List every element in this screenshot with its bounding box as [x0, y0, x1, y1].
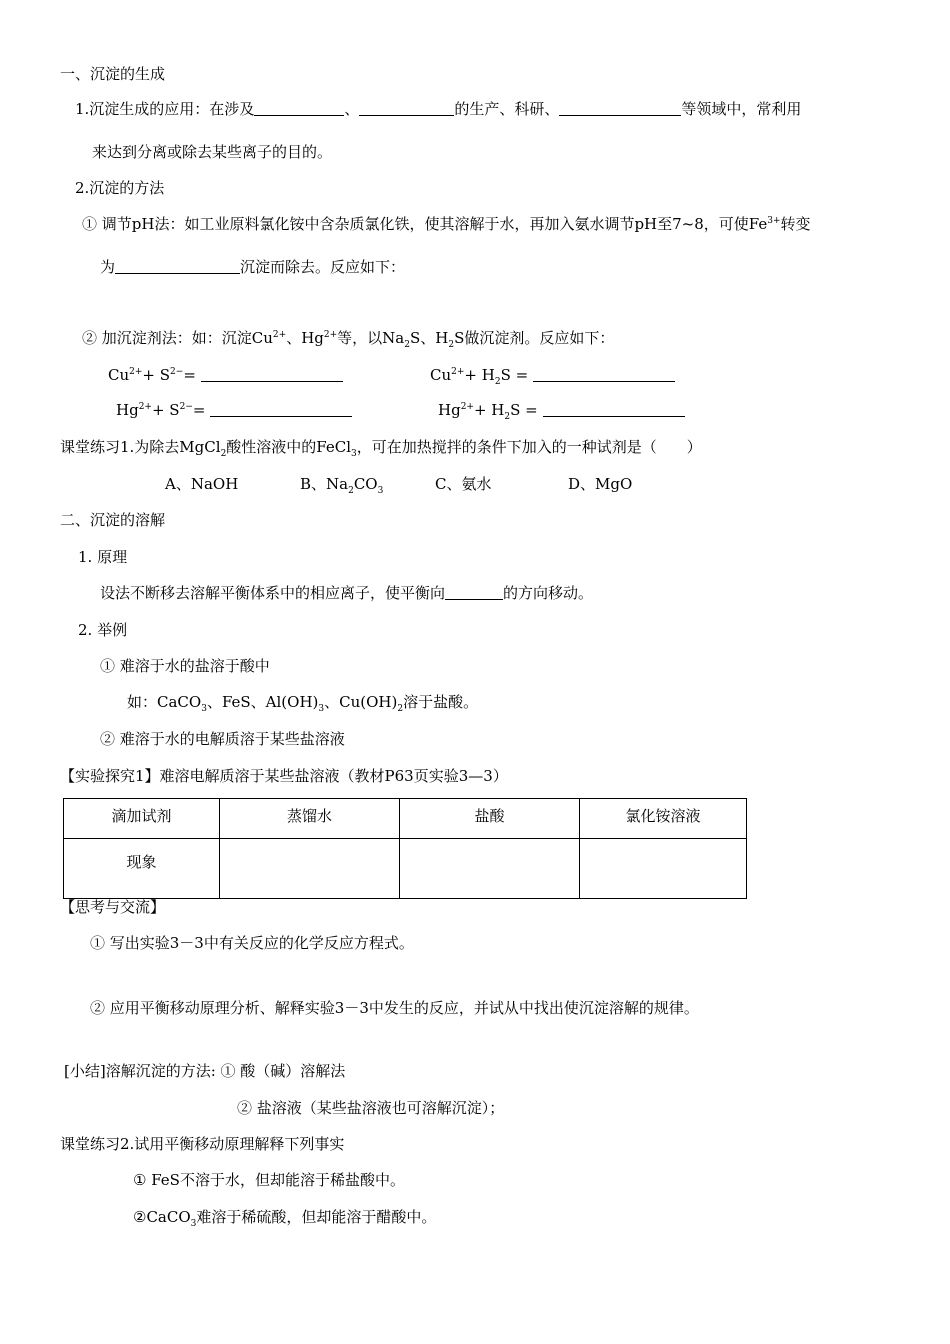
subscript: 3: [351, 449, 357, 459]
summary-line-2: ② 盐溶液（某些盐溶液也可溶解沉淀）；: [237, 1099, 505, 1117]
example-1-text: [127, 692, 478, 712]
text: 1.沉淀生成的应用：在涉及: [75, 100, 255, 118]
text: 、: [344, 100, 360, 118]
superscript: 2+: [323, 330, 338, 340]
text: + H: [473, 401, 505, 419]
text: 沉淀而除去。反应如下：: [240, 258, 406, 276]
superscript: 2−: [179, 402, 193, 412]
text: 设法不断移去溶解平衡体系中的相应离子，使平衡向: [100, 584, 446, 602]
text: 的方向移动。: [503, 584, 594, 602]
fill-blank[interactable]: [254, 100, 344, 116]
subscript: 3: [190, 1219, 197, 1229]
equation-hg-s: [116, 400, 352, 420]
equation-hg-h2s: [438, 400, 685, 420]
text: + H: [464, 366, 495, 384]
option-b[interactable]: [300, 474, 383, 494]
table-header-cell: 滴加试剂: [64, 799, 220, 839]
table-header-cell: 蒸馏水: [220, 799, 400, 839]
text: 为: [100, 258, 116, 276]
subscript: 2: [448, 340, 455, 350]
text: ②CaCO: [133, 1208, 191, 1226]
text: 、Cu(OH): [324, 693, 398, 711]
text: B、Na: [300, 475, 349, 493]
table-header-cell: 盐酸: [400, 799, 580, 839]
subscript: 2: [504, 412, 511, 422]
table-row: [64, 839, 747, 899]
table-header-row: [64, 799, 747, 839]
text: 如：CaCO: [127, 693, 202, 711]
method-1-line-2: [100, 257, 405, 277]
text: 课堂练习1.为除去MgCl: [60, 438, 221, 456]
text: + S: [151, 401, 180, 419]
text: 、FeS、Al(OH): [206, 693, 319, 711]
equation-cu-h2s: [430, 365, 675, 385]
section-2-principle-heading: 1. 原理: [78, 548, 128, 566]
subscript: 3: [201, 704, 207, 714]
subscript: 3: [377, 486, 384, 496]
table-cell[interactable]: [220, 839, 400, 899]
exercise-2-item-2: [133, 1207, 436, 1227]
answer-blank[interactable]: [533, 366, 675, 382]
section-2-principle-text: [100, 583, 593, 603]
subscript: 2: [404, 340, 410, 350]
think-title: 【思考与交流】: [60, 898, 166, 916]
exercise-2-item-1: ① FeS不溶于水，但却能溶于稀盐酸中。: [133, 1171, 405, 1189]
option-a[interactable]: A、NaOH: [165, 475, 239, 493]
fill-blank[interactable]: [359, 100, 454, 116]
summary-line-1: [小结]溶解沉淀的方法: ① 酸（碱）溶解法: [64, 1062, 346, 1080]
superscript: 2−: [170, 367, 184, 377]
answer-blank[interactable]: [210, 401, 352, 417]
text: 酸性溶液中的FeCl: [226, 438, 352, 456]
text: CO: [353, 475, 378, 493]
superscript: 2+: [460, 402, 474, 412]
section-1-para-1-cont: 来达到分离或除去某些离子的目的。: [92, 143, 333, 161]
text: S、H: [409, 329, 449, 347]
section-2-title: 二、沉淀的溶解: [60, 511, 166, 529]
example-2-heading: ② 难溶于水的电解质溶于某些盐溶液: [100, 730, 345, 748]
think-item-1: ① 写出实验3－3中有关反应的化学反应方程式。: [90, 934, 414, 952]
subscript: 2: [397, 704, 404, 714]
text: 、Hg: [286, 329, 324, 347]
fill-blank[interactable]: [559, 100, 681, 116]
answer-blank[interactable]: [201, 366, 343, 382]
text: 等，以Na: [337, 329, 405, 347]
method-2-line: [82, 328, 614, 348]
subscript: 2: [348, 486, 354, 496]
exercise-1-question: [60, 437, 702, 457]
superscript: 2+: [451, 367, 465, 377]
example-1-heading: ① 难溶于水的盐溶于酸中: [100, 657, 270, 675]
fill-blank[interactable]: [115, 258, 240, 274]
table-row-label: 现象: [64, 839, 220, 899]
text: ，可在加热搅拌的条件下加入的一种试剂是（ ）: [356, 438, 702, 456]
text: Cu: [108, 366, 130, 384]
superscript: 2+: [129, 367, 143, 377]
text: Hg: [438, 401, 461, 419]
superscript: 2+: [138, 402, 152, 412]
subscript: 3: [318, 704, 325, 714]
section-1-title: 一、沉淀的生成: [60, 65, 166, 83]
table-header-cell: 氯化铵溶液: [580, 799, 747, 839]
superscript: 2+: [272, 330, 287, 340]
section-1-para-1: [75, 99, 801, 119]
table-cell[interactable]: [580, 839, 747, 899]
think-item-2: ② 应用平衡移动原理分析、解释实验3－3中发生的反应，并试从中找出使沉淀溶解的规律。: [90, 999, 699, 1017]
text: ① 调节pH法：如工业原料氯化铵中含杂质氯化铁，使其溶解于水，再加入氨水调节pH至7~8，可使Fe: [82, 215, 768, 233]
section-1-para-2: 2.沉淀的方法: [75, 179, 165, 197]
fill-blank[interactable]: [445, 584, 503, 600]
subscript: 2: [220, 449, 227, 459]
text: Hg: [116, 401, 139, 419]
text: + S: [142, 366, 171, 384]
subscript: 2: [494, 377, 501, 387]
experiment-title: 【实验探究1】难溶电解质溶于某些盐溶液（教材P63页实验3—3）: [60, 767, 508, 785]
text: S =: [500, 366, 529, 384]
text: ② 加沉淀剂法：如：沉淀Cu: [82, 329, 273, 347]
equation-cu-s: [108, 365, 343, 385]
text: S做沉淀剂。反应如下：: [454, 329, 615, 347]
option-c[interactable]: C、氨水: [435, 475, 492, 493]
text: S =: [510, 401, 538, 419]
text: 等领域中，常利用: [681, 100, 802, 118]
text: 难溶于稀硫酸，但却能溶于醋酸中。: [196, 1208, 437, 1226]
answer-blank[interactable]: [543, 401, 685, 417]
method-1-line-1: [82, 214, 811, 234]
text: =: [183, 366, 196, 384]
text: 的生产、科研、: [454, 100, 560, 118]
experiment-table: [63, 798, 747, 899]
section-2-example-heading: 2. 举例: [78, 621, 128, 639]
option-d[interactable]: D、MgO: [568, 475, 633, 493]
table-cell[interactable]: [400, 839, 580, 899]
text: Cu: [430, 366, 452, 384]
text: 转变: [780, 215, 811, 233]
text: =: [192, 401, 206, 419]
text: 溶于盐酸。: [403, 693, 479, 711]
exercise-2-question: 课堂练习2.试用平衡移动原理解释下列事实: [60, 1135, 345, 1153]
superscript: 3+: [767, 216, 781, 226]
